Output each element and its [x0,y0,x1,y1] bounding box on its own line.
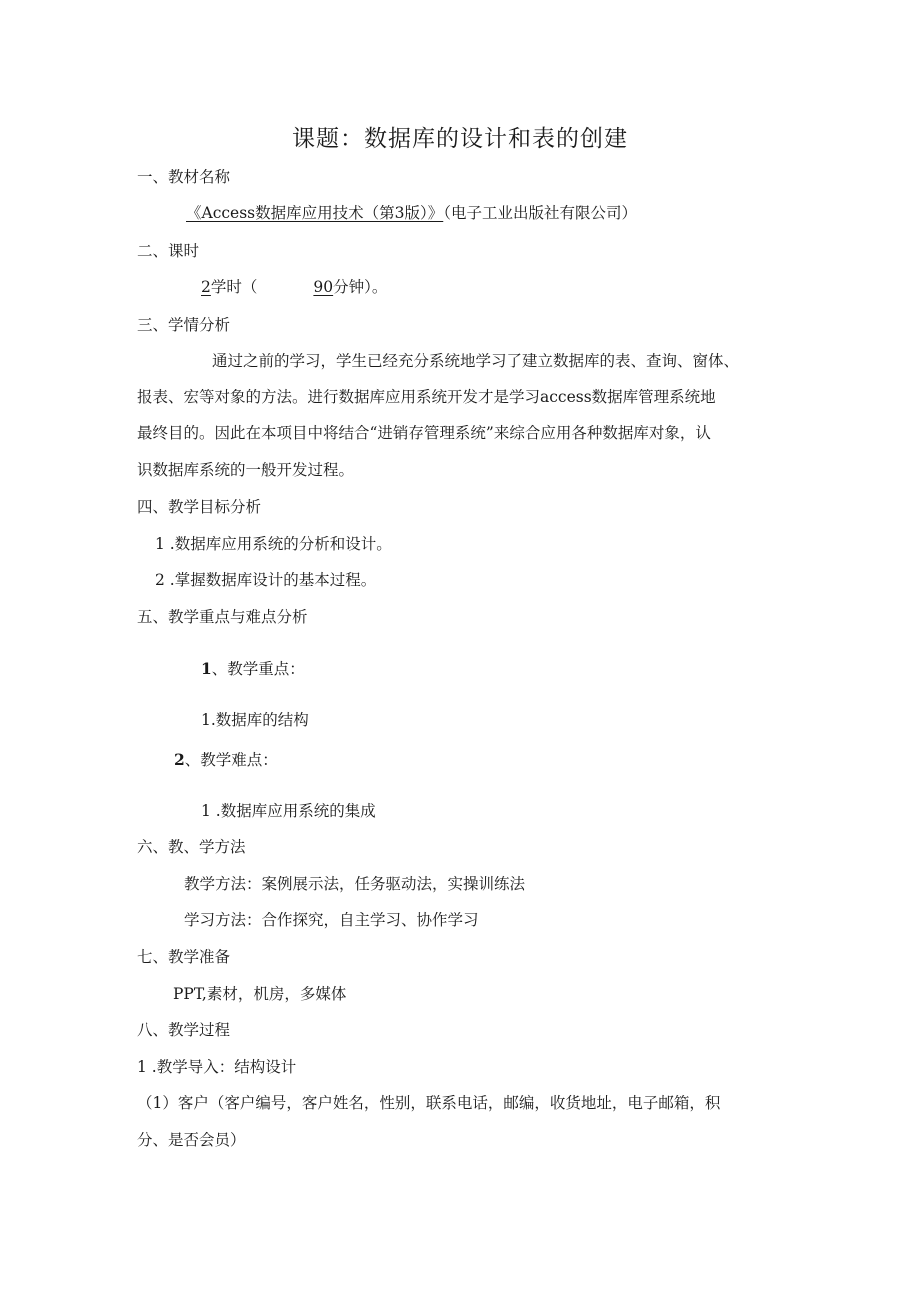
objective-item-1: 1 .数据库应用系统的分析和设计。 [155,535,392,553]
section-heading-objectives: 四、教学目标分析 [137,498,262,516]
difficulty-item: 1 .数据库应用系统的集成 [201,802,376,820]
textbook-line [186,202,637,224]
process-step-1: 1 .教学导入：结构设计 [137,1058,297,1076]
analysis-line-2: 报表、宏等对象的方法。进行数据库应用系统开发才是学习access数据库管理系统地 [137,388,716,406]
learning-method: 学习方法：合作探究，自主学习、协作学习 [184,911,479,929]
hours-line [201,276,387,298]
preparation-content: PPT,素材，机房，多媒体 [173,985,347,1003]
minutes-value: 90 [313,278,334,296]
difficulty-text: 、教学难点： [184,751,278,769]
minutes-unit: 分钟）。 [333,278,388,296]
difficulty-label [174,749,278,771]
analysis-line-4: 识数据库系统的一般开发过程。 [137,461,355,479]
page-title: 课题：数据库的设计和表的创建 [292,126,628,152]
hours-value: 2 [201,278,211,296]
book-title: 《Access数据库应用技术（第3版）》 [186,204,444,222]
section-heading-textbook: 一、教材名称 [137,168,231,186]
section-heading-hours: 二、课时 [137,242,200,260]
key-point-text: 、教学重点： [211,660,305,678]
section-heading-preparation: 七、教学准备 [137,948,231,966]
process-item-1-line-1: （1）客户（客户编号，客户姓名，性别，联系电话，邮编，收货地址，电子邮箱，积 [137,1094,721,1112]
difficulty-number: 2 [174,750,185,769]
process-item-1-line-2: 分、是否会员） [137,1131,246,1149]
publisher: （电子工业出版社有限公司） [443,204,638,222]
section-heading-keypoints: 五、教学重点与难点分析 [137,608,308,626]
objective-item-2: 2 .掌握数据库设计的基本过程。 [155,571,377,589]
key-point-label [201,658,305,680]
teaching-method: 教学方法：案例展示法，任务驱动法，实操训练法 [184,875,526,893]
section-heading-methods: 六、教、学方法 [137,838,246,856]
key-point-item: 1.数据库的结构 [201,711,309,729]
analysis-line-1: 通过之前的学习，学生已经充分系统地学习了建立数据库的表、查询、窗体、 [212,352,740,370]
analysis-line-3: 最终目的。因此在本项目中将结合“进销存管理系统”来综合应用各种数据库对象，认 [137,424,711,442]
key-point-number: 1 [201,659,212,678]
hours-unit: 学时（ [210,278,258,296]
section-heading-process: 八、教学过程 [137,1021,231,1039]
section-heading-analysis: 三、学情分析 [137,316,231,334]
